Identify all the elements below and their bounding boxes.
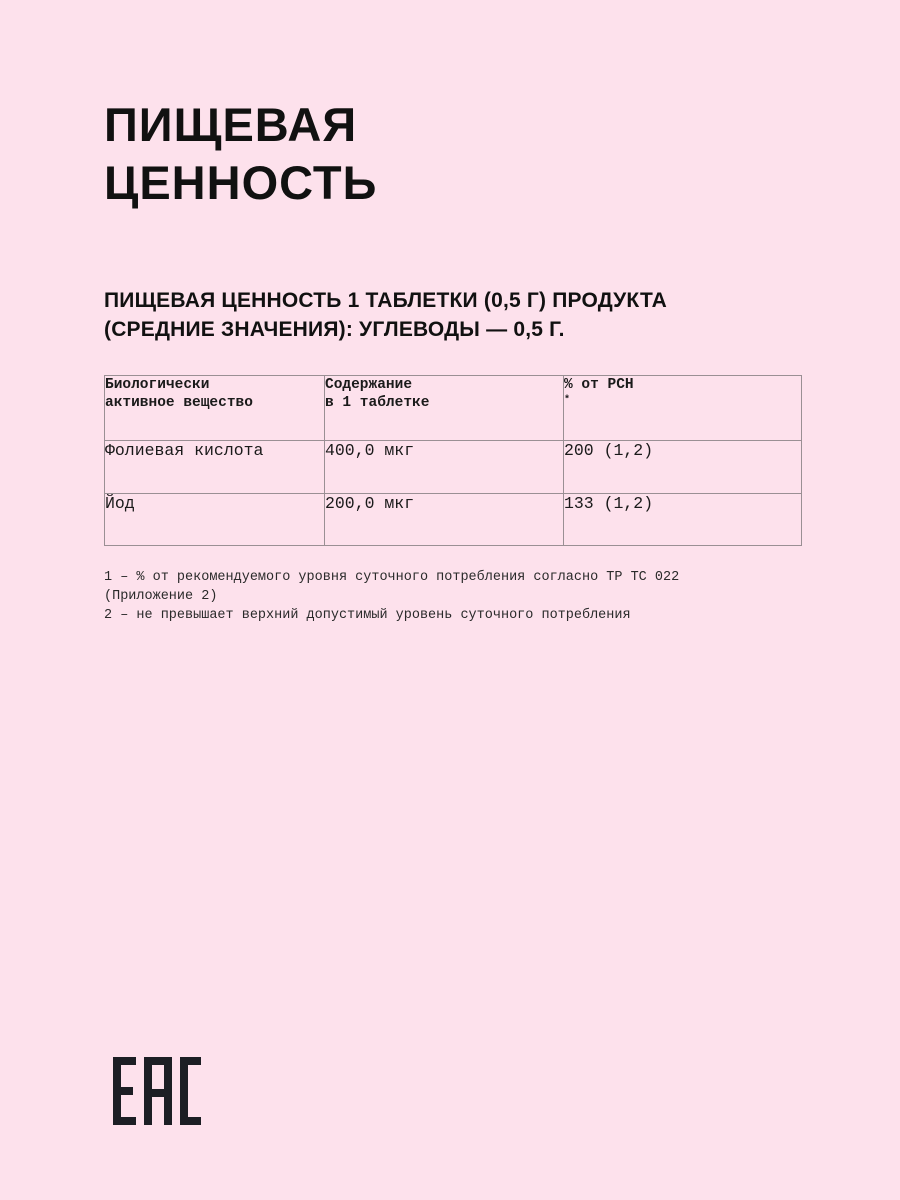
header-percent-label — [564, 376, 801, 416]
nutrition-table — [104, 375, 802, 546]
nutrition-subtitle — [104, 286, 824, 344]
cell-amount: 200,0 мкг — [325, 494, 564, 546]
page-title-line-2: ЦЕННОСТЬ — [104, 156, 378, 209]
eac-mark-icon — [113, 1057, 201, 1125]
asterisk-marker: * — [564, 395, 571, 406]
cell-amount: 400,0 мкг — [325, 441, 564, 494]
footnotes — [104, 568, 804, 625]
header-substance-line-2: активное вещество — [105, 395, 253, 411]
header-amount-line-1: Содержание — [325, 377, 413, 393]
eac-mark-svg — [113, 1057, 201, 1125]
nutrition-subtitle-line-1: ПИЩЕВАЯ ЦЕННОСТЬ 1 ТАБЛЕТКИ (0,5 Г) ПРОДУКТА — [104, 289, 668, 312]
table-header-row — [105, 376, 802, 441]
header-percent-text: % от РСН — [564, 377, 634, 393]
cell-substance: Йод — [105, 494, 325, 546]
header-percent — [564, 376, 802, 441]
page-title-line-1: ПИЩЕВАЯ — [104, 98, 358, 151]
footnote-1: 1 – % от рекомендуемого уровня суточного потребления согласно ТР ТС 022 — [104, 570, 680, 585]
footnote-1-continued: (Приложение 2) — [104, 589, 218, 604]
table-row — [105, 441, 802, 494]
table-row — [105, 494, 802, 546]
page-title — [104, 96, 377, 212]
cell-percent: 200 (1,2) — [564, 441, 802, 494]
cell-substance: Фолиевая кислота — [105, 441, 325, 494]
header-substance — [105, 376, 325, 441]
nutrition-subtitle-line-2: (СРЕДНИЕ ЗНАЧЕНИЯ): УГЛЕВОДЫ — 0,5 Г. — [104, 318, 565, 341]
footnote-2: 2 – не превышает верхний допустимый уровень суточного потребления — [104, 608, 631, 623]
cell-percent: 133 (1,2) — [564, 494, 802, 546]
header-amount — [325, 376, 564, 441]
header-amount-line-2: в 1 таблетке — [325, 395, 430, 411]
header-substance-line-1: Биологически — [105, 377, 210, 393]
